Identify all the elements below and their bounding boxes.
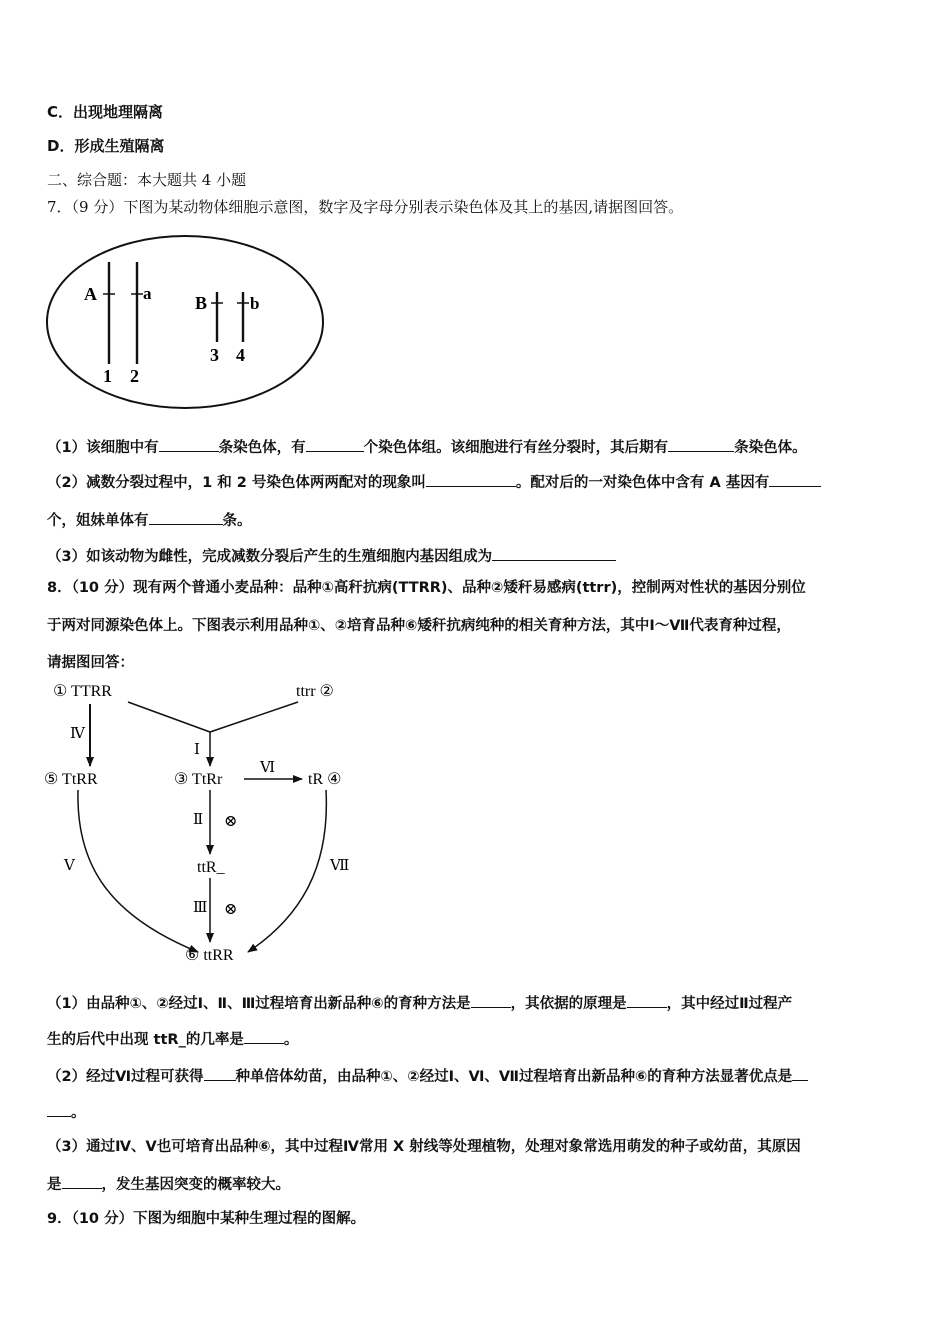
node-6: ⑥ ttRR [185, 947, 234, 964]
chromosome-2-label: 2 [130, 366, 139, 386]
step-II: Ⅱ [193, 812, 204, 828]
step-VI: Ⅵ [260, 760, 276, 776]
q7-part2-cont: 个，姐妹单体有 条。 [47, 510, 252, 531]
gene-b-label: b [250, 294, 260, 313]
q9-stem: 9．（10 分）下图为细胞中某种生理过程的图解。 [47, 1211, 366, 1227]
q8-stem-1: 8．（10 分）现有两个普通小麦品种：品种①高秆抗病(TTRR)、品种②矮秆易感病(ttrr)，控制两对性状的基因分别位 [47, 580, 806, 596]
gene-A-label: A [84, 284, 97, 304]
node-2: ttrr ② [296, 683, 334, 700]
q8-stem-3: 请据图回答： [47, 655, 134, 671]
node-1: ① TTRR [53, 683, 112, 700]
step-I: Ⅰ [194, 742, 200, 758]
arrow-VII [248, 790, 326, 952]
cell-outline [47, 236, 323, 408]
q8-stem-2: 于两对同源染色体上。下图表示利用品种①、②培育品种⑥矮秆抗病纯种的相关育种方法，其中Ⅰ～Ⅶ代表育种过程， [47, 618, 791, 634]
section-heading: 二、综合题：本大题共 4 小题 [47, 171, 247, 189]
q7-stem: 7．（9 分）下图为某动物体细胞示意图，数字及字母分别表示染色体及其上的基因,请据图回答。 [47, 198, 684, 216]
node-5: ⑤ TtRR [44, 771, 98, 788]
q8-part2: （2）经过Ⅵ过程可获得 种单倍体幼苗，由品种①、②经过Ⅰ、Ⅵ、Ⅶ过程培育出新品种⑥的育种方法显著优点是 [47, 1066, 808, 1087]
q7-blank-6[interactable] [149, 510, 223, 525]
cross-line-right [210, 702, 298, 732]
chromosome-3-label: 3 [210, 345, 219, 365]
q8-part1: （1）由品种①、②经过Ⅰ、Ⅱ、Ⅲ过程培育出新品种⑥的育种方法是 ，其依据的原理是 ，其中经过Ⅱ过程产 [47, 993, 792, 1014]
q8-blank-6[interactable] [62, 1174, 102, 1189]
q7-part1: （1）该细胞中有 条染色体，有 个染色体组。该细胞进行有丝分裂时，其后期有 条染色体。 [47, 437, 807, 458]
chromosome-1-label: 1 [103, 366, 112, 386]
option-d-letter: D． [47, 137, 75, 155]
selfing-II: ⊗ [224, 813, 238, 830]
option-c-letter: C． [47, 103, 74, 121]
step-III: Ⅲ [193, 900, 208, 916]
q7-part3: （3）如该动物为雌性，完成减数分裂后产生的生殖细胞内基因组成为 [47, 546, 616, 567]
q8-part3: （3）通过Ⅳ、Ⅴ也可培育出品种⑥，其中过程Ⅳ常用 X 射线等处理植物，处理对象常选用萌发的种子或幼苗，其原因 [47, 1139, 801, 1155]
node-4: tR ④ [308, 771, 342, 788]
step-V: Ⅴ [64, 858, 75, 874]
q8-blank-4[interactable] [204, 1066, 236, 1081]
q8-blank-5[interactable] [792, 1066, 808, 1081]
q7-part2: （2）减数分裂过程中，1 和 2 号染色体两两配对的现象叫 。配对后的一对染色体中含有 A 基因有 [47, 472, 821, 493]
chromosome-4-label: 4 [236, 345, 245, 365]
q7-blank-5[interactable] [769, 472, 821, 487]
q7-blank-3[interactable] [668, 437, 734, 452]
option-c [47, 102, 163, 122]
q7-blank-4[interactable] [426, 472, 516, 487]
gene-a-label: a [143, 284, 152, 303]
q7-blank-1[interactable] [159, 437, 219, 452]
cross-line-left [128, 702, 210, 732]
arrow-V [78, 790, 198, 952]
q8-blank-1[interactable] [471, 993, 511, 1008]
q7-cell-figure [44, 232, 326, 412]
q8-blank-5b[interactable] [47, 1102, 71, 1117]
step-IV: Ⅳ [70, 726, 85, 742]
option-d-text: 形成生殖隔离 [74, 137, 165, 155]
selfing-III: ⊗ [224, 901, 238, 918]
gene-B-label: B [195, 293, 208, 313]
q8-part1-cont: 生的后代中出现 ttR_的几率是 。 [47, 1029, 298, 1050]
node-3: ③ TtRr [174, 771, 223, 788]
option-d [47, 136, 164, 156]
step-VII: Ⅶ [330, 858, 350, 874]
node-mid: ttR_ [197, 859, 225, 876]
q8-part3-cont: 是 ，发生基因突变的概率较大。 [47, 1174, 290, 1195]
q8-blank-3[interactable] [244, 1029, 284, 1044]
option-c-text: 出现地理隔离 [73, 103, 164, 121]
q7-blank-7[interactable] [492, 546, 616, 561]
q7-blank-2[interactable] [306, 437, 364, 452]
q8-part2-cont: 。 [47, 1102, 86, 1123]
q8-breeding-diagram [40, 676, 360, 968]
q8-blank-2[interactable] [627, 993, 667, 1008]
